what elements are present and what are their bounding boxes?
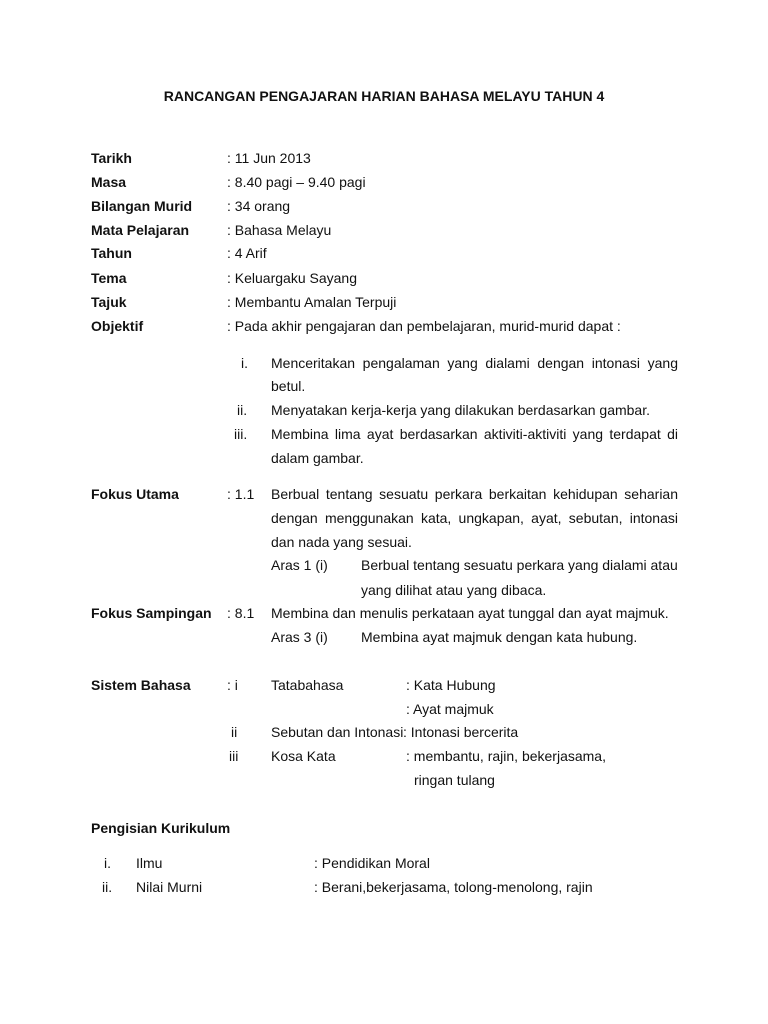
sistem-bahasa-value: : Ayat majmuk (406, 701, 494, 717)
fokus-utama-code: : 1.1 (227, 486, 255, 502)
sistem-bahasa-value: : Kata Hubung (406, 677, 496, 693)
fokus-sampingan-text: Membina dan menulis perkataan ayat tunggal dan ayat majmuk. (271, 605, 669, 621)
sistem-bahasa-num: iii (229, 748, 239, 764)
sistem-bahasa-name: Sebutan dan Intonasi (271, 724, 404, 740)
objective-num: ii. (237, 402, 248, 418)
label-tarikh: Tarikh (91, 150, 132, 166)
sistem-bahasa-value: : Intonasi bercerita (403, 724, 519, 740)
pengisian-value: : Pendidikan Moral (314, 855, 430, 871)
value-mata-pelajaran: : Bahasa Melayu (227, 222, 332, 238)
objective-line: Menceritakan pengalaman yang dialami dengan intonasi yang (271, 355, 678, 371)
fokus-utama-aras-text: Berbual tentang sesuatu perkara yang dialami atau (361, 557, 678, 573)
fokus-utama-text: dan nada yang sesuai. (271, 534, 412, 550)
label-tahun: Tahun (91, 245, 132, 261)
label-fokus-utama: Fokus Utama (91, 486, 179, 502)
label-masa: Masa (91, 174, 127, 190)
label-mata-pelajaran: Mata Pelajaran (91, 222, 190, 238)
objective-line: betul. (271, 378, 306, 394)
value-tema: : Keluargaku Sayang (227, 270, 357, 286)
label-objektif: Objektif (91, 318, 144, 334)
pengisian-heading: Pengisian Kurikulum (91, 820, 231, 836)
value-tahun: : 4 Arif (227, 245, 267, 261)
value-bilangan-murid: : 34 orang (227, 198, 291, 214)
label-bilangan-murid: Bilangan Murid (91, 198, 193, 214)
fokus-utama-aras-text: yang dilihat atau yang dibaca. (361, 582, 547, 598)
pengisian-num: ii. (102, 879, 113, 895)
document-title: RANCANGAN PENGAJARAN HARIAN BAHASA MELAYU TAHUN 4 (163, 88, 605, 104)
fokus-sampingan-code: : 8.1 (227, 605, 255, 621)
pengisian-name: Nilai Murni (136, 879, 203, 895)
fokus-utama-text: Berbual tentang sesuatu perkara berkaitan kehidupan seharian (271, 486, 678, 502)
value-objektif: : Pada akhir pengajaran dan pembelajaran, murid-murid dapat : (227, 318, 621, 334)
pengisian-num: i. (104, 855, 111, 871)
fokus-utama-aras-label: Aras 1 (i) (271, 557, 328, 573)
objective-line: Menyatakan kerja-kerja yang dilakukan berdasarkan gambar. (271, 402, 650, 418)
objective-line: dalam gambar. (271, 450, 364, 466)
sistem-bahasa-value: ringan tulang (414, 772, 495, 788)
sistem-bahasa-name: Kosa Kata (271, 748, 336, 764)
objective-num: iii. (234, 426, 248, 442)
label-tajuk: Tajuk (91, 294, 127, 310)
pengisian-name: Ilmu (136, 855, 163, 871)
sistem-bahasa-num: : i (227, 677, 238, 693)
value-tajuk: : Membantu Amalan Terpuji (227, 294, 397, 310)
objective-num: i. (241, 355, 248, 371)
pengisian-value: : Berani,bekerjasama, tolong-menolong, rajin (314, 879, 593, 895)
value-masa: : 8.40 pagi – 9.40 pagi (227, 174, 366, 190)
fokus-sampingan-aras-label: Aras 3 (i) (271, 629, 328, 645)
value-tarikh: : 11 Jun 2013 (227, 150, 311, 166)
fokus-sampingan-aras-text: Membina ayat majmuk dengan kata hubung. (361, 629, 638, 645)
sistem-bahasa-num: ii (231, 724, 238, 740)
fokus-utama-text: dengan menggunakan kata, ungkapan, ayat, sebutan, intonasi (271, 510, 678, 526)
label-sistem-bahasa: Sistem Bahasa (91, 677, 191, 693)
label-fokus-sampingan: Fokus Sampingan (91, 605, 212, 621)
objective-line: Membina lima ayat berdasarkan aktiviti-aktiviti yang terdapat di (271, 426, 678, 442)
sistem-bahasa-name: Tatabahasa (271, 677, 344, 693)
label-tema: Tema (91, 270, 127, 286)
sistem-bahasa-value: : membantu, rajin, bekerjasama, (406, 748, 606, 764)
